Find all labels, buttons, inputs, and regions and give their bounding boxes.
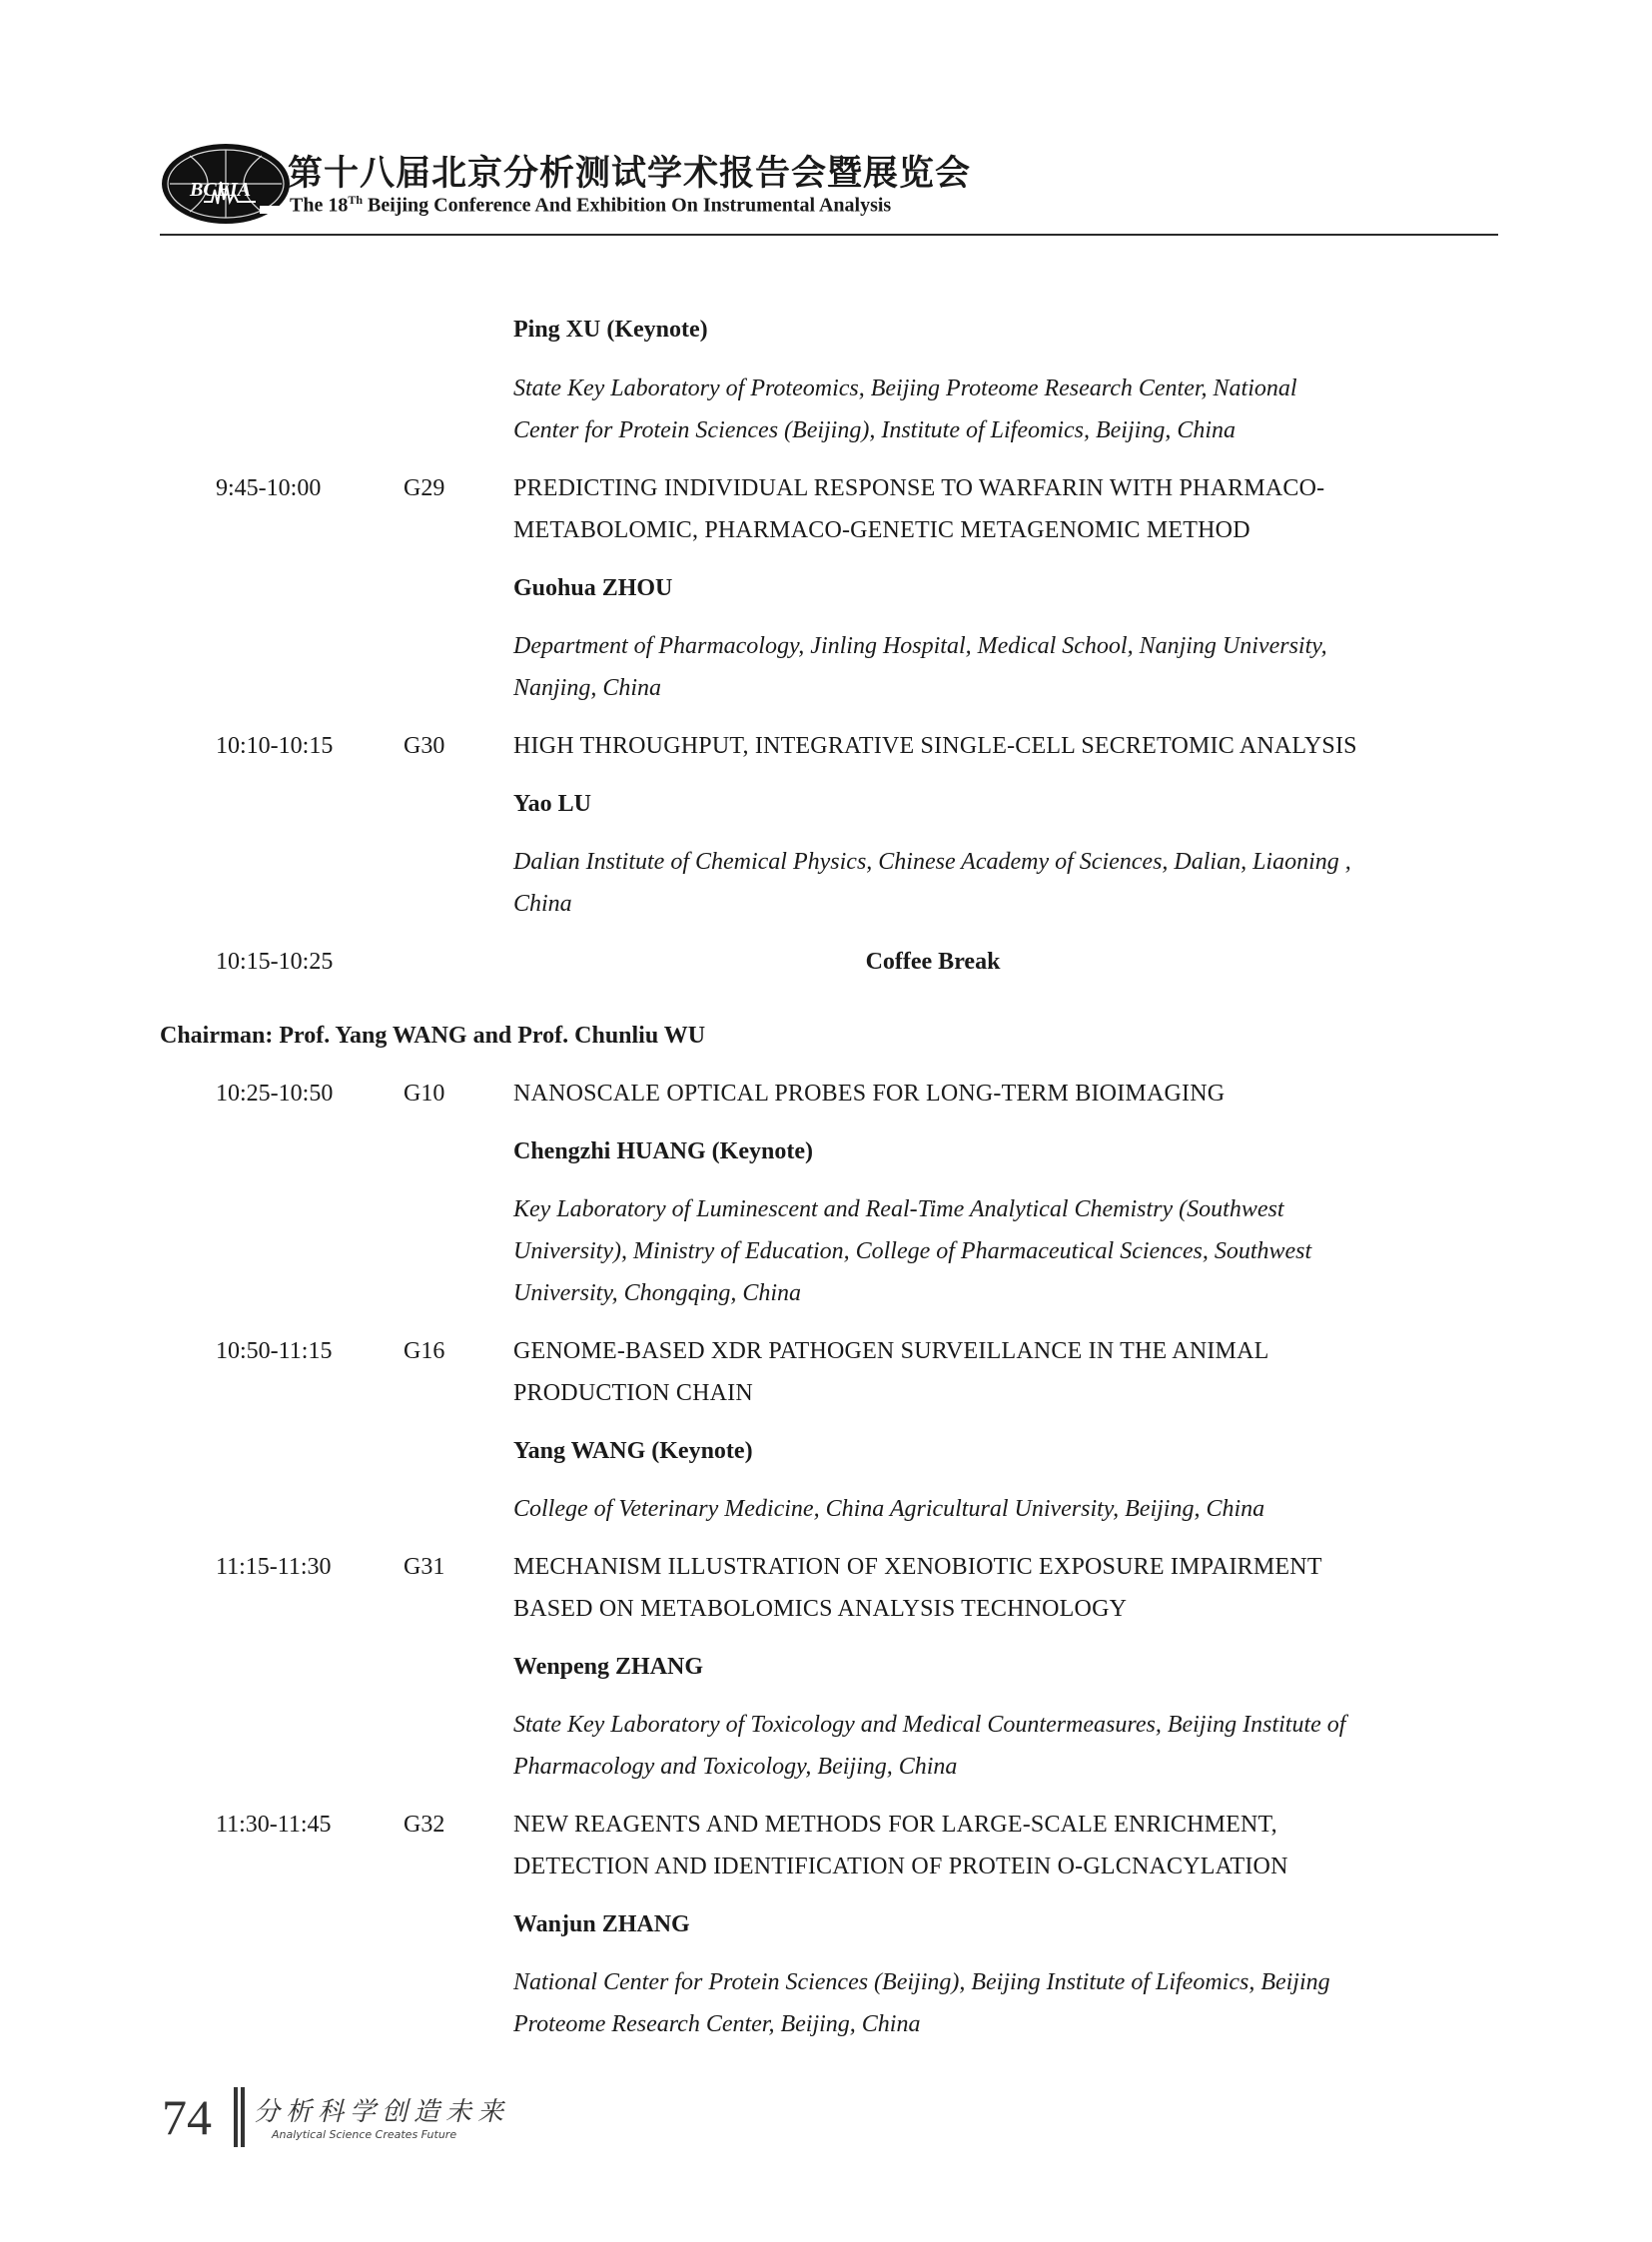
speaker-name: Wanjun ZHANG [513,1911,690,1937]
session-code: G29 [404,475,445,501]
talk-title: HIGH THROUGHPUT, INTEGRATIVE SINGLE-CELL SECRETOMIC ANALYSIS [513,733,1357,759]
session-time: 10:10-10:15 [216,733,334,759]
svg-text:BCEIA: BCEIA [190,179,252,201]
session-chairman: Chairman: Prof. Yang WANG and Prof. Chunliu WU [160,1023,706,1049]
session-time: 10:50-11:15 [216,1338,333,1364]
talk-title: PREDICTING INDIVIDUAL RESPONSE TO WARFARIN WITH PHARMACO- [513,475,1325,501]
affiliation-line: State Key Laboratory of Toxicology and Medical Countermeasures, Beijing Institute of [513,1712,1346,1738]
affiliation-line: Proteome Research Center, Beijing, China [513,2011,921,2037]
affiliation-line: State Key Laboratory of Proteomics, Beijing Proteome Research Center, National [513,375,1297,401]
session-time: 11:30-11:45 [216,1812,332,1838]
session-code: G16 [404,1338,445,1364]
footer-slogan-english: Analytical Science Creates Future [272,2128,457,2141]
footer-slogan-chinese: 分析科学创造未来 [254,2097,510,2126]
speaker-name: Guohua ZHOU [513,575,673,601]
talk-title: BASED ON METABOLOMICS ANALYSIS TECHNOLOGY [513,1596,1128,1622]
talk-title: GENOME-BASED XDR PATHOGEN SURVEILLANCE IN THE ANIMAL [513,1338,1269,1364]
talk-title: MECHANISM ILLUSTRATION OF XENOBIOTIC EXPOSURE IMPAIRMENT [513,1554,1322,1580]
speaker-name: Yao LU [513,791,592,817]
break-time: 10:15-10:25 [216,949,334,975]
footer-divider-bars [233,2087,247,2147]
session-time: 10:25-10:50 [216,1081,334,1107]
session-code: G32 [404,1812,445,1838]
header-divider [160,234,1498,236]
affiliation-line: College of Veterinary Medicine, China Agricultural University, Beijing, China [513,1496,1265,1522]
affiliation-line: Key Laboratory of Luminescent and Real-Time Analytical Chemistry (Southwest [513,1196,1284,1222]
speaker-name: Wenpeng ZHANG [513,1654,704,1680]
affiliation-line: China [513,891,572,917]
bceia-logo [160,142,296,226]
talk-title: DETECTION AND IDENTIFICATION OF PROTEIN O-GLCNACYLATION [513,1854,1288,1879]
speaker-name: Yang WANG (Keynote) [513,1438,753,1464]
session-time: 9:45-10:00 [216,475,322,501]
speaker-name: Chengzhi HUANG (Keynote) [513,1138,813,1164]
english-title: The 18Th Beijing Conference And Exhibition On Instrumental Analysis [290,193,892,217]
page-header [160,140,1498,236]
talk-title: METABOLOMIC, PHARMACO-GENETIC METAGENOMIC METHOD [513,517,1250,543]
affiliation-line: University, Chongqing, China [513,1280,801,1306]
talk-title: NANOSCALE OPTICAL PROBES FOR LONG-TERM BIOIMAGING [513,1081,1226,1107]
affiliation-line: Nanjing, China [513,675,662,701]
session-code: G31 [404,1554,445,1580]
talk-title: PRODUCTION CHAIN [513,1380,753,1406]
affiliation-line: Department of Pharmacology, Jinling Hospital, Medical School, Nanjing University, [513,633,1327,659]
affiliation-line: Pharmacology and Toxicology, Beijing, China [513,1754,958,1780]
session-code: G30 [404,733,445,759]
session-code: G10 [404,1081,445,1107]
affiliation-line: National Center for Protein Sciences (Beijing), Beijing Institute of Lifeomics, Beijing [513,1969,1330,1995]
coffee-break-label: Coffee Break [865,949,1001,975]
affiliation-line: Dalian Institute of Chemical Physics, Chinese Academy of Sciences, Dalian, Liaoning , [513,849,1351,875]
talk-title: NEW REAGENTS AND METHODS FOR LARGE-SCALE ENRICHMENT, [513,1812,1277,1838]
session-time: 11:15-11:30 [216,1554,332,1580]
affiliation-line: University), Ministry of Education, College of Pharmaceutical Sciences, Southwest [513,1238,1312,1264]
page-number: 74 [162,2089,212,2145]
affiliation-line: Center for Protein Sciences (Beijing), Institute of Lifeomics, Beijing, China [513,417,1236,443]
speaker-name: Ping XU (Keynote) [513,317,708,343]
chinese-title: 第十八届北京分析测试学术报告会暨展览会 [288,154,972,193]
